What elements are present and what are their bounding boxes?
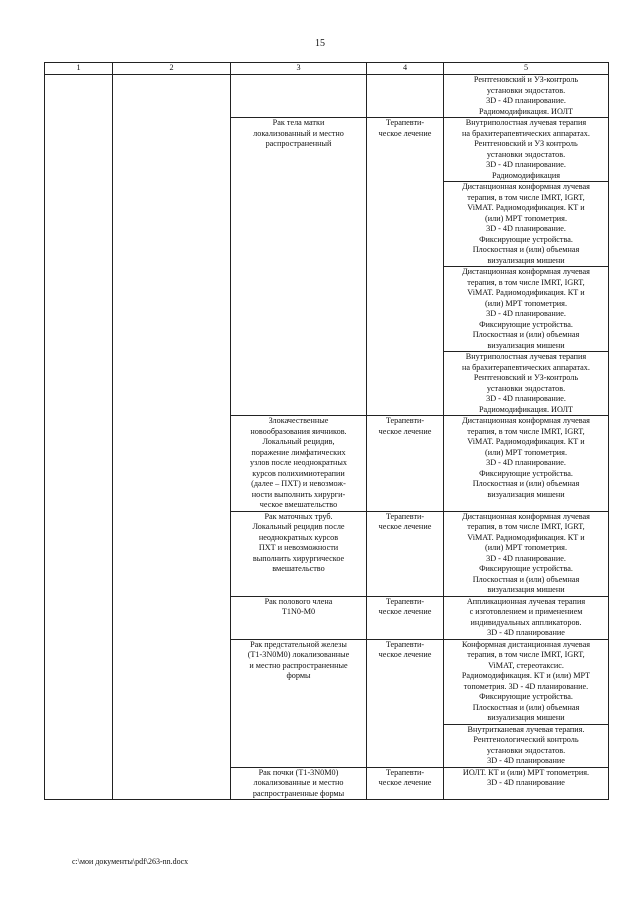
file-path-footer: c:\мои документы\pdf\263-nn.docx: [72, 857, 189, 866]
treatment-table: [44, 62, 609, 800]
treatment-description-cell: Внутриполостная лучевая терапия на брахитерапевтических аппаратах. Рентгеновский и УЗ-контроль установки эндостатов. 3D - 4D планирование. Радиомодификация. ИОЛТ: [444, 352, 609, 416]
treatment-description-cell: Аппликационная лучевая терапия с изготовлением и применением индивидуальных аппликаторов. 3D - 4D планирование: [444, 596, 609, 639]
treatment-description-cell: Рентгеновский и УЗ-контроль установки эндостатов. 3D - 4D планирование. Радиомодификация. ИОЛТ: [444, 75, 609, 118]
diagnosis-cell: [231, 75, 367, 118]
diagnosis-cell: Рак маточных труб. Локальный рецидив после неоднократных курсов ПХТ и невозможности выполнить хирургическое вмешательство: [231, 511, 367, 596]
treatment-method-cell: Терапевти- ческое лечение: [367, 416, 444, 512]
column-header: 1: [45, 63, 113, 75]
col-1-cell: [45, 75, 113, 800]
diagnosis-cell: Злокачественные новообразования яичников. Локальный рецидив, поражение лимфатических узлов после неоднократных курсов полихимиотерапии (далее – ПХТ) и невозмож- ности выполнить хирурги- ческое вмешательство: [231, 416, 367, 512]
column-header: 5: [444, 63, 609, 75]
treatment-description-cell: Внутриполостная лучевая терапия на брахитерапевтических аппаратах. Рентгеновский и УЗ контроль установки эндостатов. 3D - 4D планирование. Радиомодификация: [444, 118, 609, 182]
table-row: [45, 75, 609, 118]
column-header: 2: [113, 63, 231, 75]
header-row: [45, 63, 609, 75]
page-number: 15: [315, 38, 325, 49]
treatment-description-cell: Дистанционная конформная лучевая терапия, в том числе IMRT, IGRT, ViMAT. Радиомодификация. КТ и (или) МРТ топометрия. 3D - 4D планирование. Фиксирующие устройства. Плоскостная и (или) объемная визуализация мишени: [444, 182, 609, 267]
treatment-description-cell: Дистанционная конформная лучевая терапия, в том числе IMRT, IGRT, ViMAT. Радиомодификация. КТ и (или) МРТ топометрия. 3D - 4D планирование. Фиксирующие устройства. Плоскостная и (или) объемная визуализация мишени: [444, 267, 609, 352]
treatment-description-cell: Внутритканевая лучевая терапия. Рентгенологический контроль установки эндостатов. 3D - 4D планирование: [444, 724, 609, 767]
column-header: 4: [367, 63, 444, 75]
column-header: 3: [231, 63, 367, 75]
treatment-method-cell: Терапевти- ческое лечение: [367, 639, 444, 767]
treatment-method-cell: Терапевти- ческое лечение: [367, 767, 444, 800]
treatment-description-cell: Конформная дистанционная лучевая терапия, в том числе IMRT, IGRT, ViMAT, стереотаксис. Радиомодификация. КТ и (или) МРТ топометрия. 3D - 4D планирование. Фиксирующие устройства. Плоскостная и (или) объемная визуализация мишени: [444, 639, 609, 724]
diagnosis-cell: Рак предстательной железы (T1-3N0M0) локализованные и местно распространенные формы: [231, 639, 367, 767]
col-2-cell: [113, 75, 231, 800]
treatment-description-cell: ИОЛТ. КТ и (или) МРТ топометрия. 3D - 4D планирование: [444, 767, 609, 800]
diagnosis-cell: Рак почки (T1-3N0M0) локализованные и местно распространенные формы: [231, 767, 367, 800]
treatment-method-cell: Терапевти- ческое лечение: [367, 596, 444, 639]
treatment-method-cell: Терапевти- ческое лечение: [367, 511, 444, 596]
table-body: [45, 75, 609, 800]
treatment-method-cell: [367, 75, 444, 118]
treatment-description-cell: Дистанционная конформная лучевая терапия, в том числе IMRT, IGRT, ViMAT. Радиомодификация. КТ и (или) МРТ топометрия. 3D - 4D планирование. Фиксирующие устройства. Плоскостная и (или) объемная визуализация мишени: [444, 416, 609, 512]
diagnosis-cell: Рак полового члена T1N0-M0: [231, 596, 367, 639]
treatment-method-cell: Терапевти- ческое лечение: [367, 118, 444, 416]
treatment-description-cell: Дистанционная конформная лучевая терапия, в том числе IMRT, IGRT, ViMAT. Радиомодификация. КТ и (или) МРТ топометрия. 3D - 4D планирование. Фиксирующие устройства. Плоскостная и (или) объемная визуализация мишени: [444, 511, 609, 596]
diagnosis-cell: Рак тела матки локализованный и местно распространенный: [231, 118, 367, 416]
